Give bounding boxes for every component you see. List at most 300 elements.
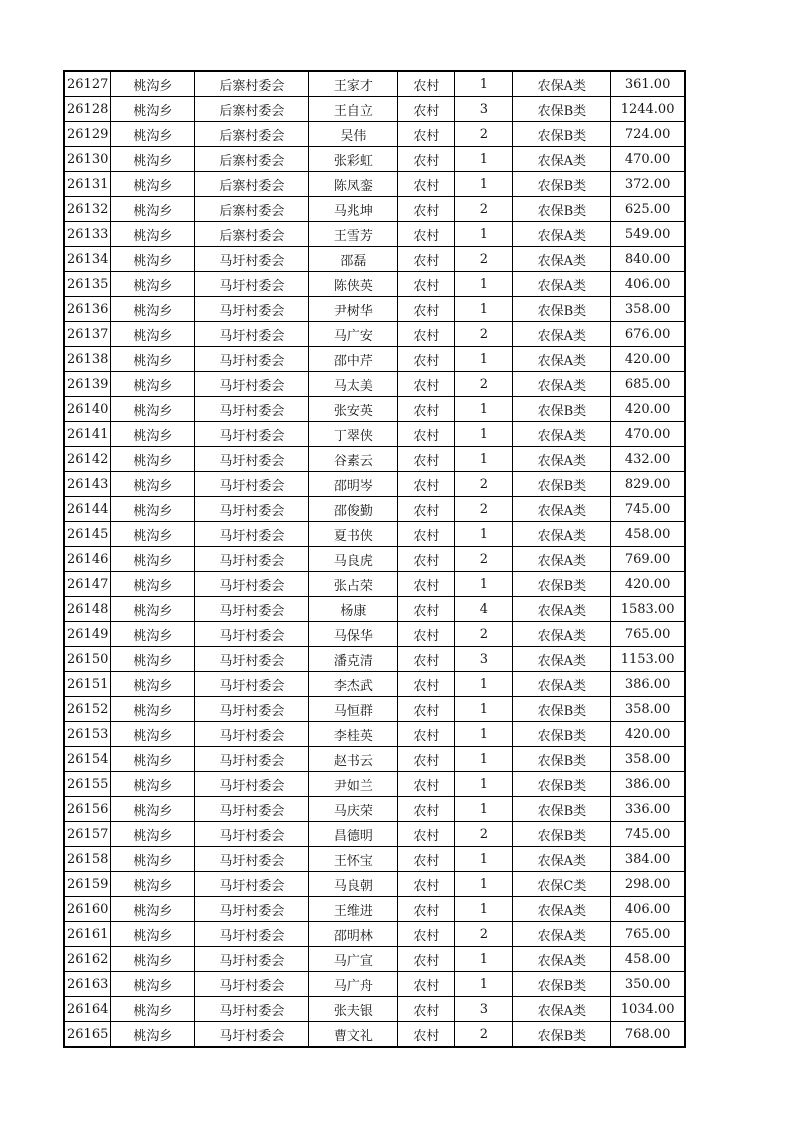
cell-person-count: 1	[455, 897, 513, 922]
cell-residence-type: 农村	[398, 197, 455, 222]
cell-amount: 1244.00	[611, 97, 685, 122]
cell-township: 桃沟乡	[111, 122, 195, 147]
cell-record-id: 26141	[64, 422, 111, 447]
cell-person-name: 张占荣	[309, 572, 398, 597]
cell-amount: 745.00	[611, 497, 685, 522]
cell-record-id: 26137	[64, 322, 111, 347]
cell-person-name: 王维进	[309, 897, 398, 922]
cell-amount: 685.00	[611, 372, 685, 397]
cell-residence-type: 农村	[398, 572, 455, 597]
cell-person-name: 马广舟	[309, 972, 398, 997]
cell-village-committee: 马圩村委会	[195, 572, 309, 597]
cell-record-id: 26133	[64, 222, 111, 247]
cell-township: 桃沟乡	[111, 71, 195, 97]
table-row	[64, 522, 685, 547]
cell-village-committee: 马圩村委会	[195, 972, 309, 997]
cell-village-committee: 后寨村委会	[195, 222, 309, 247]
cell-insurance-category: 农保B类	[513, 122, 611, 147]
cell-amount: 406.00	[611, 272, 685, 297]
cell-record-id: 26163	[64, 972, 111, 997]
cell-insurance-category: 农保B类	[513, 1022, 611, 1048]
table-row	[64, 447, 685, 472]
cell-township: 桃沟乡	[111, 597, 195, 622]
cell-person-name: 赵书云	[309, 747, 398, 772]
cell-village-committee: 马圩村委会	[195, 322, 309, 347]
cell-person-count: 2	[455, 822, 513, 847]
cell-person-count: 1	[455, 447, 513, 472]
cell-amount: 420.00	[611, 347, 685, 372]
cell-township: 桃沟乡	[111, 347, 195, 372]
cell-insurance-category: 农保A类	[513, 547, 611, 572]
cell-village-committee: 马圩村委会	[195, 522, 309, 547]
cell-person-count: 1	[455, 697, 513, 722]
cell-person-name: 李桂英	[309, 722, 398, 747]
cell-village-committee: 马圩村委会	[195, 822, 309, 847]
cell-record-id: 26160	[64, 897, 111, 922]
table-row	[64, 972, 685, 997]
cell-township: 桃沟乡	[111, 997, 195, 1022]
cell-person-count: 1	[455, 347, 513, 372]
cell-person-name: 王自立	[309, 97, 398, 122]
cell-township: 桃沟乡	[111, 922, 195, 947]
cell-residence-type: 农村	[398, 772, 455, 797]
table-row	[64, 197, 685, 222]
cell-person-count: 2	[455, 472, 513, 497]
cell-insurance-category: 农保B类	[513, 697, 611, 722]
cell-village-committee: 马圩村委会	[195, 647, 309, 672]
cell-residence-type: 农村	[398, 822, 455, 847]
table-row	[64, 97, 685, 122]
cell-residence-type: 农村	[398, 497, 455, 522]
cell-village-committee: 马圩村委会	[195, 922, 309, 947]
cell-person-name: 邵明岑	[309, 472, 398, 497]
cell-township: 桃沟乡	[111, 297, 195, 322]
cell-insurance-category: 农保A类	[513, 622, 611, 647]
cell-person-count: 1	[455, 572, 513, 597]
cell-insurance-category: 农保A类	[513, 347, 611, 372]
table-row	[64, 672, 685, 697]
cell-amount: 358.00	[611, 747, 685, 772]
cell-insurance-category: 农保A类	[513, 997, 611, 1022]
cell-township: 桃沟乡	[111, 172, 195, 197]
cell-residence-type: 农村	[398, 397, 455, 422]
cell-person-count: 1	[455, 722, 513, 747]
cell-village-committee: 马圩村委会	[195, 372, 309, 397]
cell-person-count: 2	[455, 622, 513, 647]
cell-insurance-category: 农保A类	[513, 497, 611, 522]
cell-person-count: 2	[455, 497, 513, 522]
cell-record-id: 26148	[64, 597, 111, 622]
cell-village-committee: 马圩村委会	[195, 697, 309, 722]
cell-insurance-category: 农保B类	[513, 97, 611, 122]
cell-person-name: 陈凤銮	[309, 172, 398, 197]
cell-township: 桃沟乡	[111, 447, 195, 472]
cell-person-name: 马恒群	[309, 697, 398, 722]
cell-amount: 420.00	[611, 572, 685, 597]
cell-record-id: 26156	[64, 797, 111, 822]
cell-person-name: 马兆坤	[309, 197, 398, 222]
cell-township: 桃沟乡	[111, 147, 195, 172]
cell-amount: 724.00	[611, 122, 685, 147]
cell-record-id: 26161	[64, 922, 111, 947]
cell-amount: 1153.00	[611, 647, 685, 672]
cell-record-id: 26129	[64, 122, 111, 147]
cell-record-id: 26155	[64, 772, 111, 797]
cell-residence-type: 农村	[398, 422, 455, 447]
cell-amount: 769.00	[611, 547, 685, 572]
cell-person-name: 陈侠英	[309, 272, 398, 297]
cell-residence-type: 农村	[398, 347, 455, 372]
cell-person-count: 1	[455, 222, 513, 247]
cell-person-name: 邵磊	[309, 247, 398, 272]
cell-residence-type: 农村	[398, 947, 455, 972]
cell-amount: 458.00	[611, 947, 685, 972]
cell-insurance-category: 农保B类	[513, 747, 611, 772]
cell-record-id: 26142	[64, 447, 111, 472]
cell-record-id: 26164	[64, 997, 111, 1022]
cell-village-committee: 马圩村委会	[195, 722, 309, 747]
table-row	[64, 922, 685, 947]
cell-person-count: 1	[455, 397, 513, 422]
cell-record-id: 26147	[64, 572, 111, 597]
cell-residence-type: 农村	[398, 547, 455, 572]
table-row	[64, 422, 685, 447]
cell-person-name: 马太美	[309, 372, 398, 397]
cell-amount: 420.00	[611, 397, 685, 422]
cell-village-committee: 马圩村委会	[195, 247, 309, 272]
cell-township: 桃沟乡	[111, 697, 195, 722]
cell-record-id: 26159	[64, 872, 111, 897]
cell-amount: 829.00	[611, 472, 685, 497]
cell-village-committee: 马圩村委会	[195, 997, 309, 1022]
cell-person-name: 马保华	[309, 622, 398, 647]
cell-amount: 361.00	[611, 71, 685, 97]
cell-village-committee: 后寨村委会	[195, 172, 309, 197]
cell-amount: 350.00	[611, 972, 685, 997]
cell-person-name: 邵明林	[309, 922, 398, 947]
cell-person-name: 张安英	[309, 397, 398, 422]
cell-record-id: 26150	[64, 647, 111, 672]
cell-amount: 372.00	[611, 172, 685, 197]
table-row	[64, 497, 685, 522]
cell-residence-type: 农村	[398, 647, 455, 672]
cell-person-name: 曹文礼	[309, 1022, 398, 1048]
table-container	[63, 70, 686, 1048]
cell-person-count: 1	[455, 672, 513, 697]
cell-residence-type: 农村	[398, 297, 455, 322]
cell-record-id: 26128	[64, 97, 111, 122]
cell-residence-type: 农村	[398, 672, 455, 697]
table-row	[64, 297, 685, 322]
cell-amount: 432.00	[611, 447, 685, 472]
cell-township: 桃沟乡	[111, 847, 195, 872]
table-row	[64, 147, 685, 172]
cell-residence-type: 农村	[398, 597, 455, 622]
cell-insurance-category: 农保B类	[513, 972, 611, 997]
cell-person-count: 2	[455, 247, 513, 272]
cell-person-count: 1	[455, 272, 513, 297]
cell-insurance-category: 农保B类	[513, 772, 611, 797]
cell-amount: 768.00	[611, 1022, 685, 1048]
cell-residence-type: 农村	[398, 897, 455, 922]
cell-insurance-category: 农保B类	[513, 722, 611, 747]
cell-insurance-category: 农保A类	[513, 847, 611, 872]
cell-insurance-category: 农保A类	[513, 897, 611, 922]
table-row	[64, 597, 685, 622]
table-row	[64, 847, 685, 872]
cell-insurance-category: 农保A类	[513, 322, 611, 347]
cell-amount: 745.00	[611, 822, 685, 847]
cell-township: 桃沟乡	[111, 497, 195, 522]
cell-amount: 1034.00	[611, 997, 685, 1022]
cell-record-id: 26149	[64, 622, 111, 647]
cell-village-committee: 马圩村委会	[195, 622, 309, 647]
cell-village-committee: 马圩村委会	[195, 472, 309, 497]
cell-village-committee: 马圩村委会	[195, 947, 309, 972]
cell-amount: 384.00	[611, 847, 685, 872]
cell-township: 桃沟乡	[111, 822, 195, 847]
cell-residence-type: 农村	[398, 71, 455, 97]
cell-village-committee: 后寨村委会	[195, 197, 309, 222]
cell-insurance-category: 农保A类	[513, 947, 611, 972]
table-row	[64, 947, 685, 972]
cell-insurance-category: 农保A类	[513, 597, 611, 622]
social-insurance-benefit-table	[63, 70, 686, 1048]
cell-record-id: 26152	[64, 697, 111, 722]
cell-residence-type: 农村	[398, 322, 455, 347]
cell-residence-type: 农村	[398, 922, 455, 947]
cell-record-id: 26145	[64, 522, 111, 547]
cell-residence-type: 农村	[398, 1022, 455, 1048]
cell-village-committee: 马圩村委会	[195, 747, 309, 772]
cell-person-name: 尹树华	[309, 297, 398, 322]
table-body	[64, 71, 685, 1047]
cell-person-count: 1	[455, 747, 513, 772]
cell-record-id: 26136	[64, 297, 111, 322]
cell-insurance-category: 农保A类	[513, 222, 611, 247]
cell-person-name: 王雪芳	[309, 222, 398, 247]
cell-township: 桃沟乡	[111, 547, 195, 572]
cell-insurance-category: 农保B类	[513, 797, 611, 822]
table-row	[64, 372, 685, 397]
cell-person-count: 1	[455, 522, 513, 547]
table-row	[64, 872, 685, 897]
cell-person-name: 李杰武	[309, 672, 398, 697]
cell-insurance-category: 农保A类	[513, 272, 611, 297]
cell-amount: 458.00	[611, 522, 685, 547]
cell-person-count: 1	[455, 947, 513, 972]
cell-person-name: 马广安	[309, 322, 398, 347]
cell-township: 桃沟乡	[111, 272, 195, 297]
cell-insurance-category: 农保A类	[513, 147, 611, 172]
cell-township: 桃沟乡	[111, 797, 195, 822]
table-row	[64, 122, 685, 147]
table-row	[64, 547, 685, 572]
table-row	[64, 322, 685, 347]
cell-insurance-category: 农保B类	[513, 472, 611, 497]
cell-insurance-category: 农保A类	[513, 422, 611, 447]
cell-township: 桃沟乡	[111, 672, 195, 697]
cell-record-id: 26165	[64, 1022, 111, 1048]
cell-insurance-category: 农保B类	[513, 197, 611, 222]
cell-village-committee: 马圩村委会	[195, 847, 309, 872]
table-row	[64, 397, 685, 422]
cell-residence-type: 农村	[398, 522, 455, 547]
cell-person-name: 马广宣	[309, 947, 398, 972]
table-row	[64, 772, 685, 797]
cell-person-name: 潘克清	[309, 647, 398, 672]
cell-township: 桃沟乡	[111, 247, 195, 272]
cell-record-id: 26130	[64, 147, 111, 172]
cell-township: 桃沟乡	[111, 622, 195, 647]
cell-record-id: 26162	[64, 947, 111, 972]
cell-amount: 765.00	[611, 622, 685, 647]
cell-amount: 765.00	[611, 922, 685, 947]
cell-person-count: 1	[455, 422, 513, 447]
cell-township: 桃沟乡	[111, 647, 195, 672]
cell-person-name: 张彩虹	[309, 147, 398, 172]
cell-person-name: 张夫银	[309, 997, 398, 1022]
table-row	[64, 897, 685, 922]
cell-person-name: 尹如兰	[309, 772, 398, 797]
cell-residence-type: 农村	[398, 872, 455, 897]
cell-township: 桃沟乡	[111, 897, 195, 922]
cell-residence-type: 农村	[398, 372, 455, 397]
cell-township: 桃沟乡	[111, 97, 195, 122]
cell-person-name: 丁翠侠	[309, 422, 398, 447]
cell-person-count: 2	[455, 322, 513, 347]
cell-person-count: 1	[455, 872, 513, 897]
cell-amount: 549.00	[611, 222, 685, 247]
cell-township: 桃沟乡	[111, 747, 195, 772]
cell-person-count: 1	[455, 297, 513, 322]
cell-insurance-category: 农保A类	[513, 447, 611, 472]
cell-insurance-category: 农保A类	[513, 672, 611, 697]
cell-record-id: 26131	[64, 172, 111, 197]
cell-residence-type: 农村	[398, 247, 455, 272]
cell-person-name: 马良虎	[309, 547, 398, 572]
cell-village-committee: 马圩村委会	[195, 897, 309, 922]
cell-insurance-category: 农保B类	[513, 822, 611, 847]
cell-person-count: 2	[455, 122, 513, 147]
cell-person-count: 1	[455, 797, 513, 822]
cell-residence-type: 农村	[398, 147, 455, 172]
cell-township: 桃沟乡	[111, 397, 195, 422]
cell-village-committee: 马圩村委会	[195, 772, 309, 797]
cell-record-id: 26143	[64, 472, 111, 497]
cell-insurance-category: 农保A类	[513, 522, 611, 547]
cell-amount: 358.00	[611, 697, 685, 722]
cell-amount: 840.00	[611, 247, 685, 272]
cell-village-committee: 马圩村委会	[195, 797, 309, 822]
cell-record-id: 26144	[64, 497, 111, 522]
cell-township: 桃沟乡	[111, 472, 195, 497]
cell-person-name: 谷素云	[309, 447, 398, 472]
table-row	[64, 1022, 685, 1048]
cell-insurance-category: 农保A类	[513, 71, 611, 97]
cell-person-count: 3	[455, 647, 513, 672]
cell-residence-type: 农村	[398, 222, 455, 247]
cell-residence-type: 农村	[398, 747, 455, 772]
cell-amount: 298.00	[611, 872, 685, 897]
cell-residence-type: 农村	[398, 697, 455, 722]
cell-person-count: 1	[455, 71, 513, 97]
cell-record-id: 26153	[64, 722, 111, 747]
cell-village-committee: 马圩村委会	[195, 872, 309, 897]
table-row	[64, 572, 685, 597]
cell-person-count: 2	[455, 1022, 513, 1048]
cell-record-id: 26127	[64, 71, 111, 97]
cell-residence-type: 农村	[398, 722, 455, 747]
cell-person-count: 3	[455, 997, 513, 1022]
cell-person-count: 4	[455, 597, 513, 622]
cell-record-id: 26157	[64, 822, 111, 847]
cell-township: 桃沟乡	[111, 772, 195, 797]
cell-village-committee: 马圩村委会	[195, 497, 309, 522]
cell-residence-type: 农村	[398, 997, 455, 1022]
cell-insurance-category: 农保B类	[513, 397, 611, 422]
cell-amount: 358.00	[611, 297, 685, 322]
cell-amount: 676.00	[611, 322, 685, 347]
table-row	[64, 222, 685, 247]
cell-amount: 336.00	[611, 797, 685, 822]
table-row	[64, 797, 685, 822]
cell-insurance-category: 农保A类	[513, 372, 611, 397]
cell-record-id: 26138	[64, 347, 111, 372]
table-row	[64, 172, 685, 197]
cell-village-committee: 后寨村委会	[195, 122, 309, 147]
cell-village-committee: 后寨村委会	[195, 97, 309, 122]
cell-township: 桃沟乡	[111, 722, 195, 747]
cell-village-committee: 马圩村委会	[195, 672, 309, 697]
cell-township: 桃沟乡	[111, 222, 195, 247]
cell-insurance-category: 农保A类	[513, 247, 611, 272]
cell-village-committee: 马圩村委会	[195, 422, 309, 447]
cell-township: 桃沟乡	[111, 947, 195, 972]
cell-residence-type: 农村	[398, 847, 455, 872]
cell-record-id: 26154	[64, 747, 111, 772]
cell-person-count: 1	[455, 847, 513, 872]
cell-person-name: 夏书侠	[309, 522, 398, 547]
cell-amount: 420.00	[611, 722, 685, 747]
cell-residence-type: 农村	[398, 472, 455, 497]
cell-residence-type: 农村	[398, 172, 455, 197]
cell-person-name: 昌德明	[309, 822, 398, 847]
cell-village-committee: 马圩村委会	[195, 347, 309, 372]
table-row	[64, 722, 685, 747]
cell-insurance-category: 农保C类	[513, 872, 611, 897]
cell-amount: 386.00	[611, 672, 685, 697]
cell-person-name: 马良朝	[309, 872, 398, 897]
cell-person-count: 1	[455, 147, 513, 172]
cell-person-name: 邵俊勤	[309, 497, 398, 522]
cell-township: 桃沟乡	[111, 872, 195, 897]
cell-person-count: 1	[455, 772, 513, 797]
cell-record-id: 26146	[64, 547, 111, 572]
cell-person-name: 王家才	[309, 71, 398, 97]
cell-amount: 470.00	[611, 147, 685, 172]
cell-person-count: 2	[455, 922, 513, 947]
cell-township: 桃沟乡	[111, 372, 195, 397]
cell-village-committee: 马圩村委会	[195, 447, 309, 472]
cell-record-id: 26158	[64, 847, 111, 872]
cell-record-id: 26134	[64, 247, 111, 272]
cell-township: 桃沟乡	[111, 572, 195, 597]
table-row	[64, 347, 685, 372]
cell-residence-type: 农村	[398, 447, 455, 472]
cell-amount: 1583.00	[611, 597, 685, 622]
table-row	[64, 822, 685, 847]
